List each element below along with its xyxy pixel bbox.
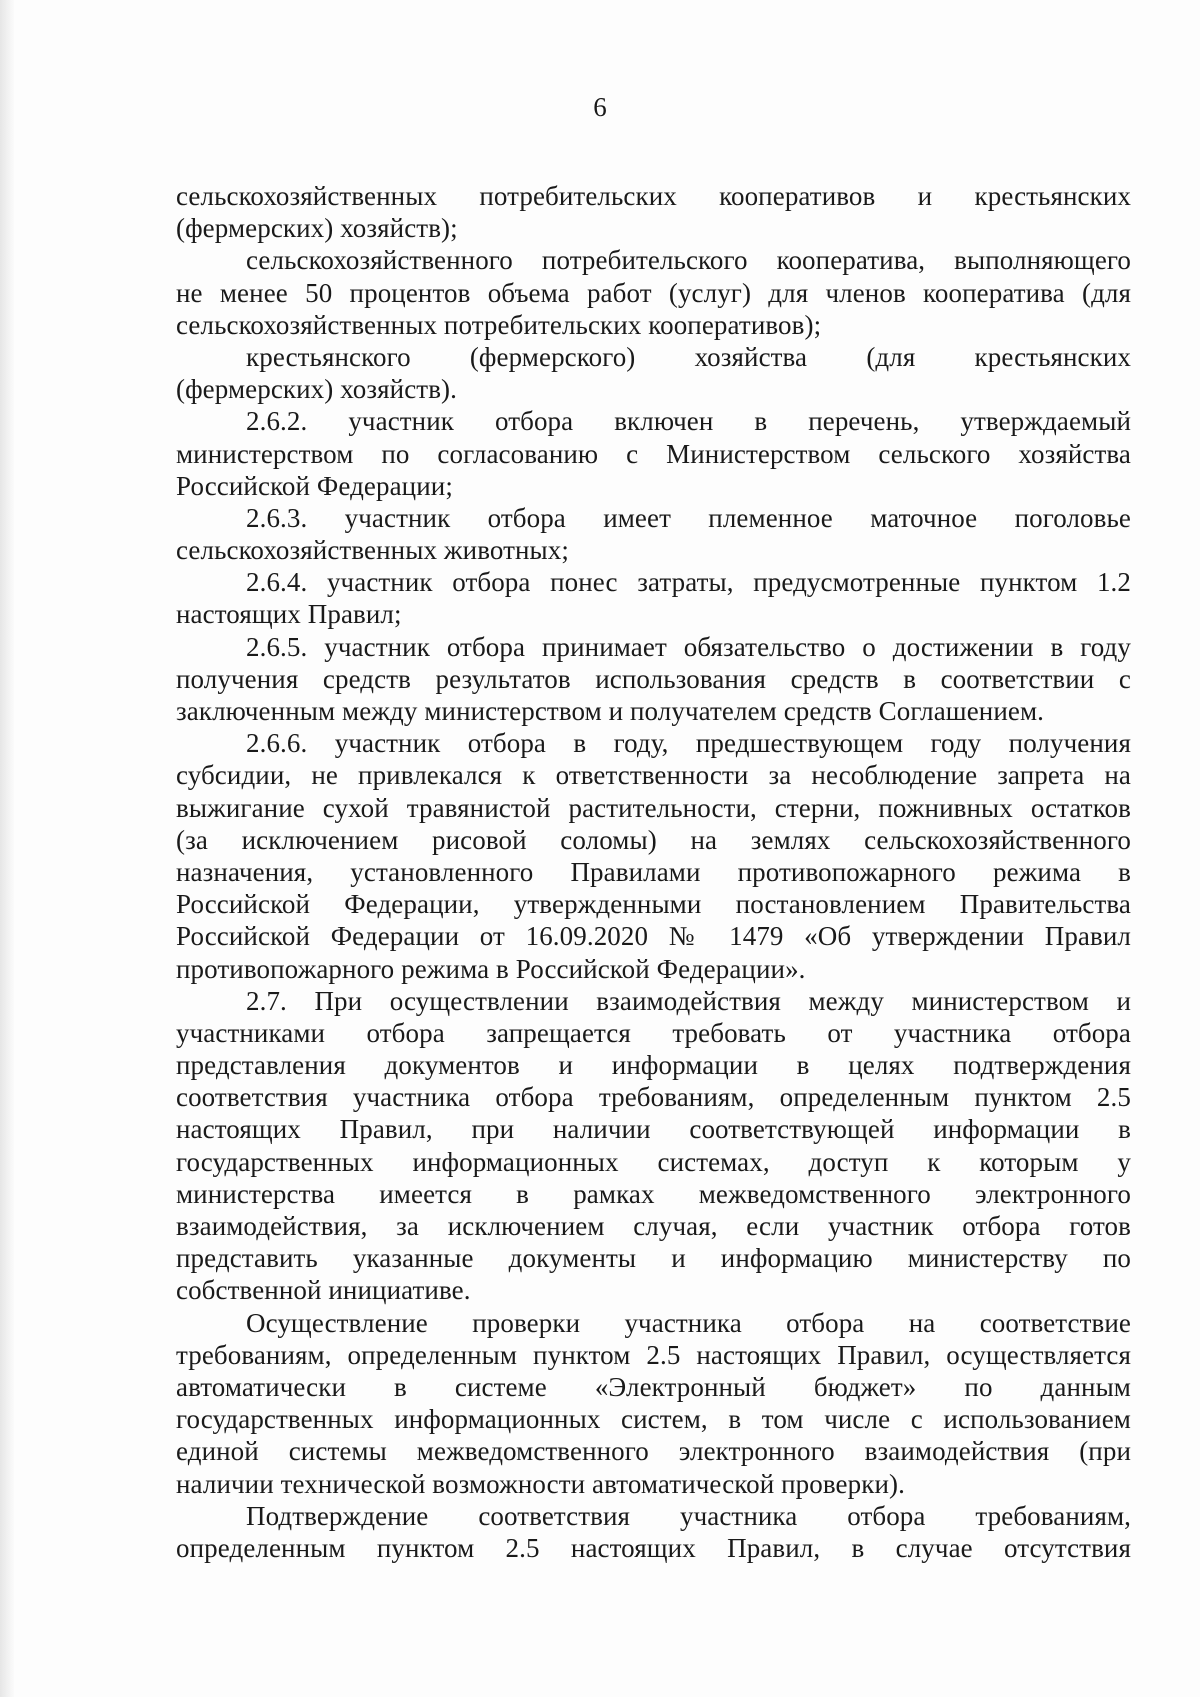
text-line: Российской Федерации; [176,470,453,501]
text-line: (за исключением рисовой соломы) на землях сельскохозяйственного [176,824,1131,855]
text-line: государственных информационных системах, доступ к которым у [176,1146,1131,1177]
text-line: государственных информационных систем, в том числе с использованием [176,1404,1131,1435]
text-line: требованиям, определенным пунктом 2.5 настоящих Правил, осуществляется [176,1339,1131,1370]
text-line: участниками отбора запрещается требовать от участника отбора [176,1017,1131,1048]
text-line: взаимодействия, за исключением случая, если участник отбора готов [176,1211,1131,1241]
text-line: не менее 50 процентов объема работ (услуг) для членов кооператива (для [176,277,1131,308]
page-number: 6 [593,92,607,122]
document-body [176,180,1131,1564]
text-line: единой системы межведомственного электронного взаимодействия (при [176,1436,1131,1467]
text-line: сельскохозяйственных потребительских кооперативов и крестьянских [176,181,1131,211]
text-line: (фермерских) хозяйств). [176,374,458,405]
text-line: сельскохозяйственного потребительского кооператива, выполняющего [246,245,1131,276]
text-line: настоящих Правил; [176,599,402,630]
text-line: министерством по согласованию с Министерством сельского хозяйства [176,438,1131,469]
text-line: соответствия участника отбора требованиям, определенным пунктом 2.5 [176,1082,1131,1113]
text-line: собственной инициативе. [176,1275,471,1306]
text-line: представить указанные документы и информацию министерству по [176,1243,1131,1274]
text-line: заключенным между министерством и получателем средств Соглашением. [176,696,1045,726]
text-line: представления документов и информации в целях подтверждения [176,1050,1131,1081]
text-line: Подтверждение соответствия участника отбора требованиям, [246,1500,1131,1531]
text-line: министерства имеется в рамках межведомственного электронного [176,1178,1131,1209]
text-line: сельскохозяйственных животных; [176,535,569,566]
text-line: Российской Федерации от 16.09.2020 № 1479 «Об утверждении Правил [176,921,1131,952]
text-line: субсидии, не привлекался к ответственности за несоблюдение запрета на [176,760,1131,791]
text-line: выжигание сухой травянистой растительности, стерни, пожнивных остатков [176,792,1131,823]
text-line: Российской Федерации, утвержденными постановлением Правительства [176,889,1131,920]
text-line: 2.6.6. участник отбора в году, предшествующем году получения [246,728,1131,759]
text-line: 2.6.4. участник отбора понес затраты, предусмотренные пунктом 1.2 [246,567,1131,598]
text-line: получения средств результатов использования средств в соответствии с [176,663,1131,694]
text-line: определенным пунктом 2.5 настоящих Правил, в случае отсутствия [176,1532,1131,1563]
text-line: (фермерских) хозяйств); [176,213,458,244]
text-line: крестьянского (фермерского) хозяйства (для крестьянских [246,341,1131,372]
text-line: Осуществление проверки участника отбора на соответствие [246,1307,1131,1338]
text-line: 2.7. При осуществлении взаимодействия между министерством и [246,985,1131,1016]
text-line: назначения, установленного Правилами противопожарного режима в [176,856,1131,887]
text-line: автоматически в системе «Электронный бюджет» по данным [176,1371,1131,1402]
text-line: настоящих Правил, при наличии соответствующей информации в [176,1114,1131,1145]
text-line: 2.6.2. участник отбора включен в перечень, утверждаемый [246,406,1131,437]
text-line: наличии технической возможности автоматической проверки). [176,1468,905,1499]
text-line: 2.6.3. участник отбора имеет племенное маточное поголовье [246,502,1131,533]
text-line: 2.6.5. участник отбора принимает обязательство о достижении в году [246,631,1131,662]
text-line: противопожарного режима в Российской Федерации». [176,953,806,984]
scan-edge-shadow [0,0,14,1697]
text-line: сельскохозяйственных потребительских кооперативов); [176,309,822,340]
